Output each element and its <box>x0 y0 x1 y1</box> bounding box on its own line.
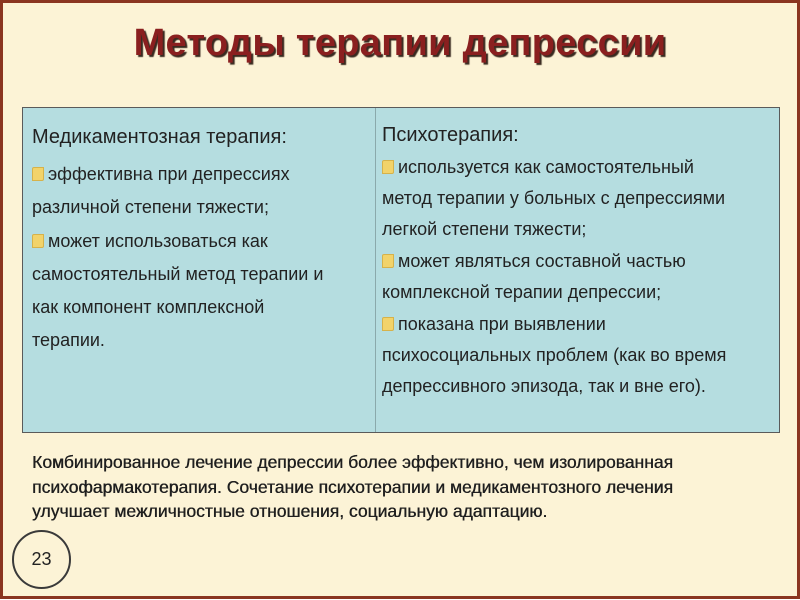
list-item-continued: терапии. <box>32 330 105 350</box>
square-bullet-icon <box>32 167 44 181</box>
psychotherapy-heading: Психотерапия: <box>382 124 519 146</box>
square-bullet-icon <box>32 234 44 248</box>
list-item-continued: как компонент комплексной <box>32 297 265 317</box>
psychotherapy-column <box>376 108 779 432</box>
summary-line: Комбинированное лечение депрессии более эффективно, чем изолированная <box>32 452 673 472</box>
medication-column <box>23 108 376 432</box>
list-item: эффективна при депрессиях <box>32 164 290 185</box>
list-item: показана при выявлении <box>382 314 606 335</box>
slide-title: Методы терапии депрессии <box>133 22 667 64</box>
list-item-continued: депрессивного эпизода, так и вне его). <box>382 376 706 396</box>
comparison-table <box>22 107 780 433</box>
square-bullet-icon <box>382 317 394 331</box>
list-item-continued: метод терапии у больных с депрессиями <box>382 188 726 208</box>
page-number: 23 <box>12 530 71 589</box>
list-item-continued: легкой степени тяжести; <box>382 219 587 239</box>
summary-line: психофармакотерапия. Сочетание психотерапии и медикаментозного лечения <box>32 477 673 497</box>
square-bullet-icon <box>382 254 394 268</box>
list-item-continued: самостоятельный метод терапии и <box>32 264 324 284</box>
list-item: используется как самостоятельный <box>382 157 694 178</box>
list-item-continued: комплексной терапии депрессии; <box>382 282 662 302</box>
square-bullet-icon <box>382 160 394 174</box>
list-item-continued: различной степени тяжести; <box>32 197 269 217</box>
summary-line: улучшает межличностные отношения, социальную адаптацию. <box>32 501 548 521</box>
medication-heading: Медикаментозная терапия: <box>32 126 287 148</box>
list-item-continued: психосоциальных проблем (как во время <box>382 345 727 365</box>
list-item: может являться составной частью <box>382 251 686 272</box>
list-item: может использоваться как <box>32 231 268 252</box>
